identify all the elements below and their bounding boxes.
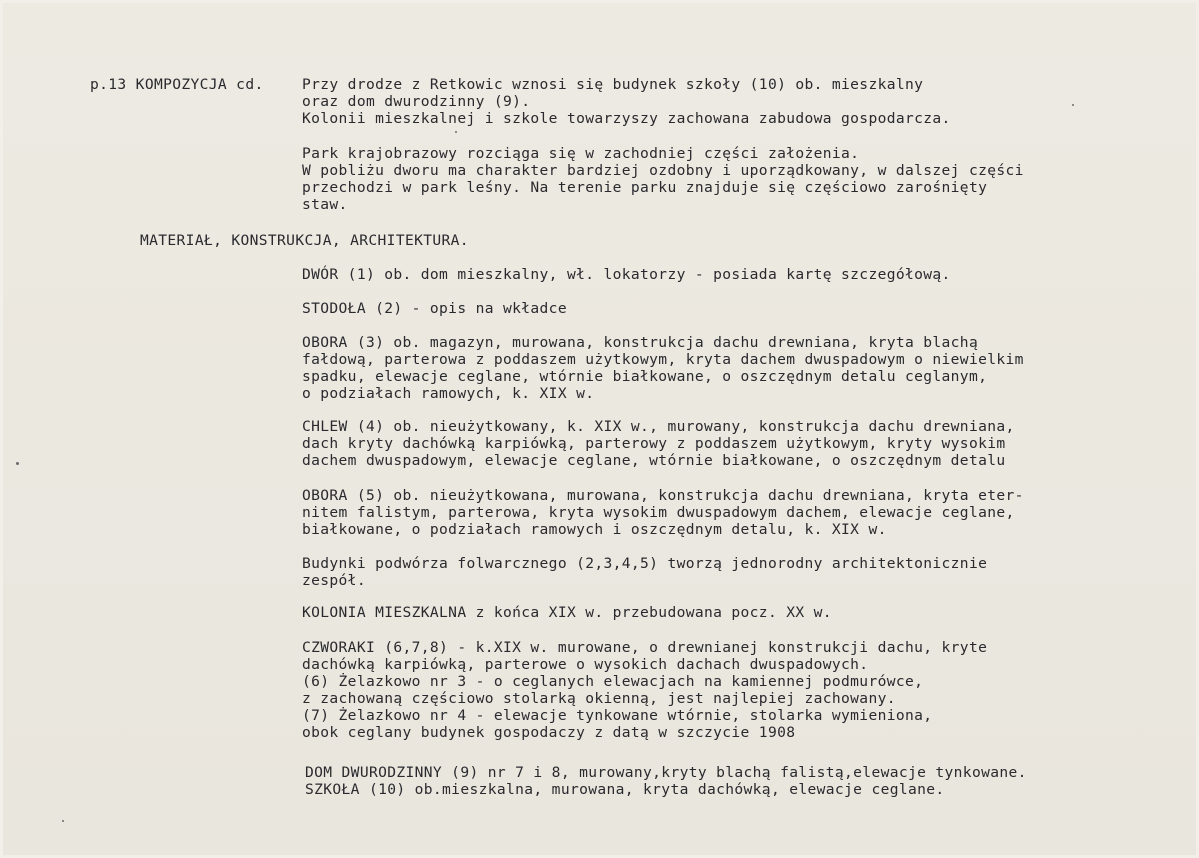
text-line: staw. [302, 196, 348, 213]
text-line: CZWORAKI (6,7,8) - k.XIX w. murowane, o drewnianej konstrukcji dachu, kryte [302, 639, 988, 656]
text-line: OBORA (3) ob. magazyn, murowana, konstrukcja dachu drewniana, kryta blachą [302, 334, 979, 351]
text-line: dachówką karpiówką, parterowe o wysokich dachach dwuspadowych. [302, 656, 869, 673]
text-line: (7) Żelazkowo nr 4 - elewacje tynkowane wtórnie, stolarka wymieniona, [302, 707, 933, 724]
text-line: oraz dom dwurodzinny (9). [302, 93, 531, 110]
text-line: zespół. [302, 572, 366, 589]
text-line: z zachowaną częściowo stolarką okienną, jest najlepiej zachowany. [302, 690, 896, 707]
section-title: MATERIAŁ, KONSTRUKCJA, ARCHITEKTURA. [140, 232, 469, 249]
text-line: fałdową, parterowa z poddaszem użytkowym, kryta dachem dwuspadowym o niewielkim [302, 351, 1024, 368]
text-line: przechodzi w park leśny. Na terenie parku znajduje się częściowo zarośnięty [302, 179, 988, 196]
text-line: STODOŁA (2) - opis na wkładce [302, 300, 567, 317]
text-line: o podziałach ramowych, k. XIX w. [302, 385, 595, 402]
text-line: Park krajobrazowy rozciąga się w zachodniej części założenia. [302, 145, 860, 162]
text-line: W pobliżu dworu ma charakter bardziej ozdobny i uporządkowany, w dalszej części [302, 162, 1024, 179]
paper-speck [455, 131, 457, 133]
text-line: DOM DWURODZINNY (9) nr 7 i 8, murowany,kryty blachą falistą,elewacje tynkowane. [305, 764, 1027, 781]
text-line: dachem dwuspadowym, elewacje ceglane, wtórnie białkowane, o oszczędnym detalu [302, 452, 1006, 469]
paper-speck [16, 462, 19, 465]
text-line: OBORA (5) ob. nieużytkowana, murowana, konstrukcja dachu drewniana, kryta eter- [302, 487, 1024, 504]
paper-speck [62, 820, 64, 822]
text-line: nitem falistym, parterowa, kryta wysokim dwuspadowym dachem, elewacje ceglane, [302, 504, 1015, 521]
text-line: (6) Żelazkowo nr 3 - o ceglanych elewacjach na kamiennej podmurówce, [302, 673, 924, 690]
text-line: obok ceglany budynek gospodaczy z datą w szczycie 1908 [302, 724, 796, 741]
text-line: Budynki podwórza folwarcznego (2,3,4,5) tworzą jednorodny architektonicznie [302, 555, 988, 572]
text-line: Kolonii mieszkalnej i szkole towarzyszy zachowana zabudowa gospodarcza. [302, 110, 951, 127]
text-line: spadku, elewacje ceglane, wtórnie białkowane, o oszczędnym detalu ceglanym, [302, 368, 988, 385]
page-reference-label: p.13 KOMPOZYCJA cd. [90, 76, 264, 93]
text-line: Przy drodze z Retkowic wznosi się budynek szkoły (10) ob. mieszkalny [302, 76, 924, 93]
text-line: SZKOŁA (10) ob.mieszkalna, murowana, kryta dachówką, elewacje ceglane. [305, 781, 945, 798]
text-line: DWÓR (1) ob. dom mieszkalny, wł. lokatorzy - posiada kartę szczegółową. [302, 266, 951, 283]
text-line: CHLEW (4) ob. nieużytkowany, k. XIX w., murowany, konstrukcja dachu drewniana, [302, 418, 1015, 435]
text-line: dach kryty dachówką karpiówką, parterowy z poddaszem użytkowym, kryty wysokim [302, 435, 1006, 452]
paper-speck [1072, 104, 1074, 106]
text-line: KOLONIA MIESZKALNA z końca XIX w. przebudowana pocz. XX w. [302, 604, 832, 621]
text-line: białkowane, o podziałach ramowych i oszczędnym detalu, k. XIX w. [302, 521, 887, 538]
